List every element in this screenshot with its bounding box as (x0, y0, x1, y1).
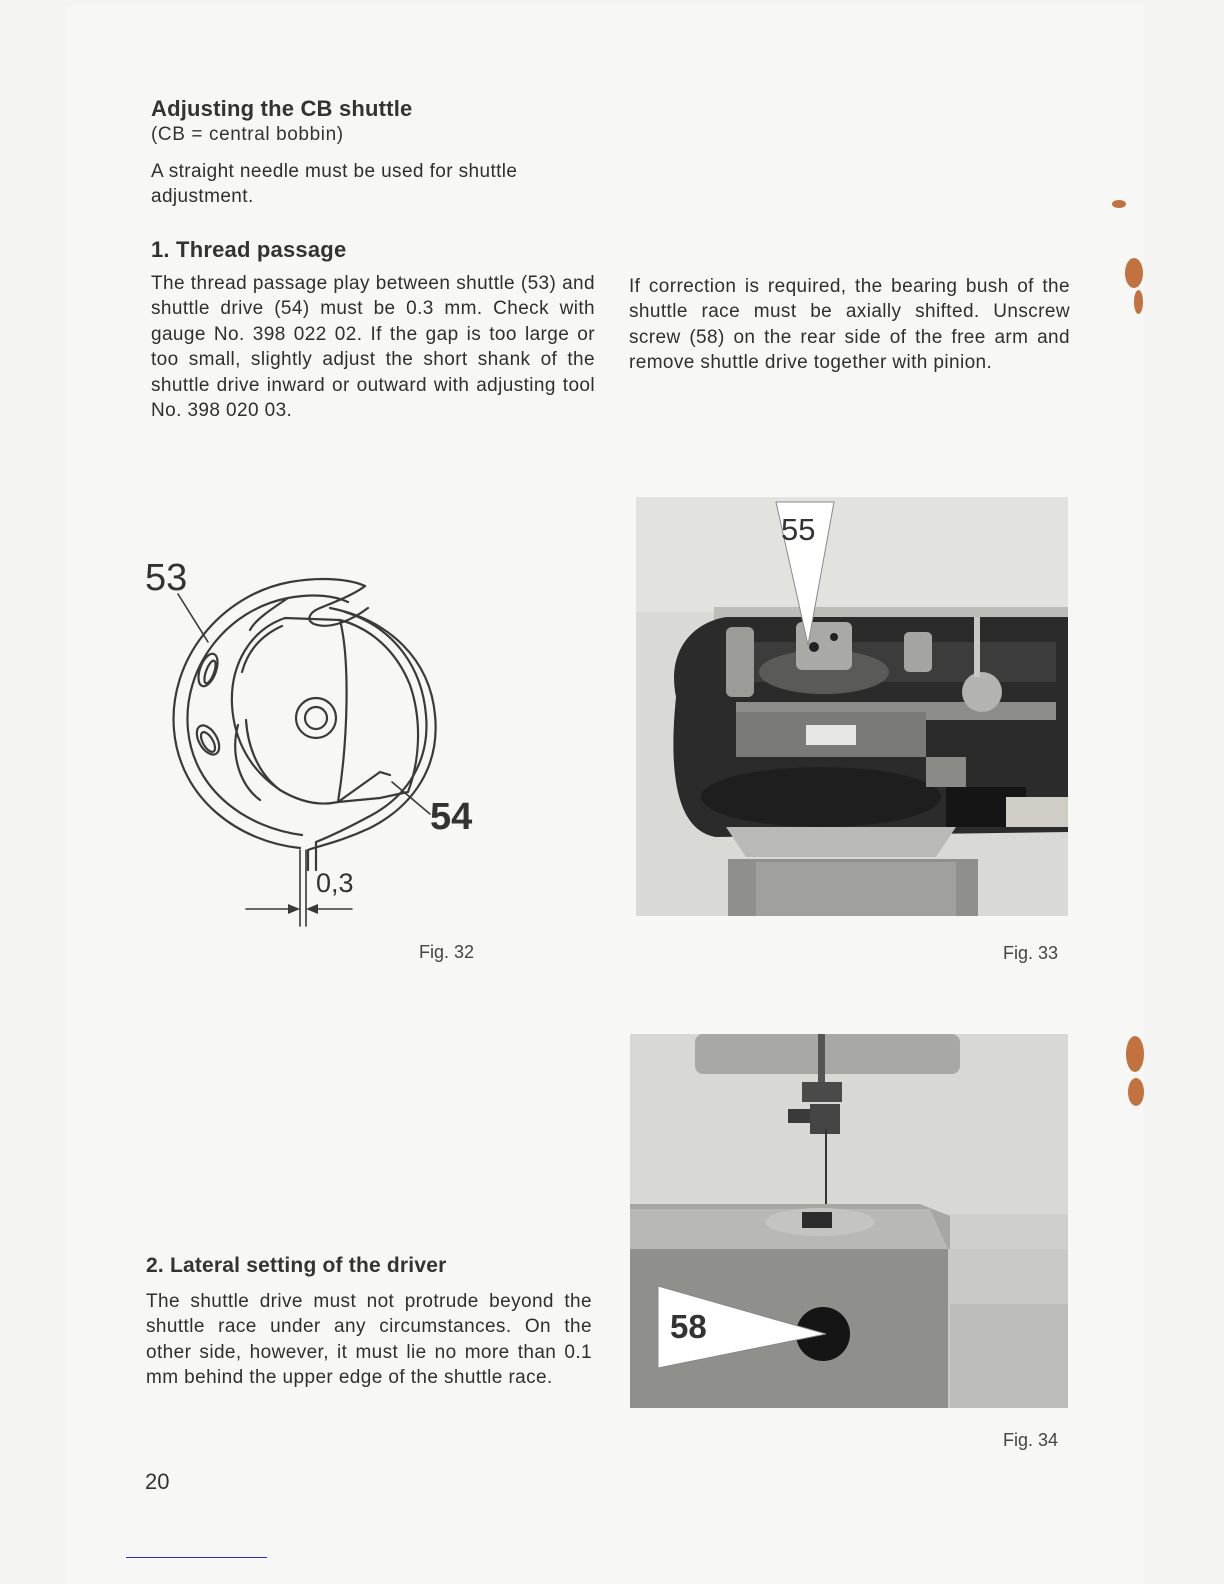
gap-arrow-left (288, 904, 300, 914)
shuttle-inner-ring (187, 595, 348, 835)
intro-text: A straight needle must be used for shuttle adjustment. (151, 161, 518, 208)
fig32-label-54: 54 (430, 796, 473, 838)
lateral-text: The shuttle drive must not protrude beyond the shuttle race under any circumstances. On the other side, however, it must lie no more than 0.1 mm behind the upper edge of the shuttle race. (146, 1291, 592, 1389)
page-number: 20 (145, 1469, 170, 1494)
fig34-label-58: 58 (670, 1308, 707, 1345)
edge-stain (1112, 200, 1126, 208)
edge-stain (1134, 290, 1143, 314)
thread-passage-text: The thread passage play between shuttle (53) and shuttle drive (54) must be 0.3 mm. Check with gauge No. 398 022 02. If the gap is too large or too small, slightly adjust the short shank of the shuttle drive inward or outward with adjusting tool No. 398 020 03. (151, 273, 595, 422)
fig32-label-53: 53 (145, 557, 188, 599)
edge-stain (1126, 1036, 1144, 1072)
fig33-caption: Fig. 33 (1003, 943, 1059, 963)
center-pin-inner (305, 707, 327, 729)
leader-53 (178, 594, 208, 642)
center-pin-outer (296, 698, 336, 738)
fig32-label-gap: 0,3 (316, 868, 354, 898)
edge-stain (1125, 258, 1143, 288)
fig32-caption: Fig. 32 (419, 942, 475, 962)
lateral-heading: 2. Lateral setting of the driver (146, 1254, 447, 1277)
fig33-photo (636, 497, 1068, 916)
correction-text: If correction is required, the bearing bush of the shuttle race must be axially shifted. Unscrew screw (58) on the rear side of the free arm and remove shuttle drive together with pinion. (629, 276, 1070, 374)
section-title: Adjusting the CB shuttle (151, 96, 413, 121)
fig34-caption: Fig. 34 (1003, 1430, 1059, 1450)
gap-arrow-right (306, 904, 318, 914)
bottom-rule (126, 1557, 267, 1558)
edge-stain (1128, 1078, 1144, 1106)
slot-hole-bottom (192, 722, 224, 759)
fig34-photo (630, 1034, 1068, 1408)
thread-passage-heading: 1. Thread passage (151, 237, 347, 262)
fig33-label-55: 55 (781, 512, 816, 547)
shuttle-driver-arc (308, 608, 436, 870)
section-subtitle: (CB = central bobbin) (151, 124, 344, 145)
